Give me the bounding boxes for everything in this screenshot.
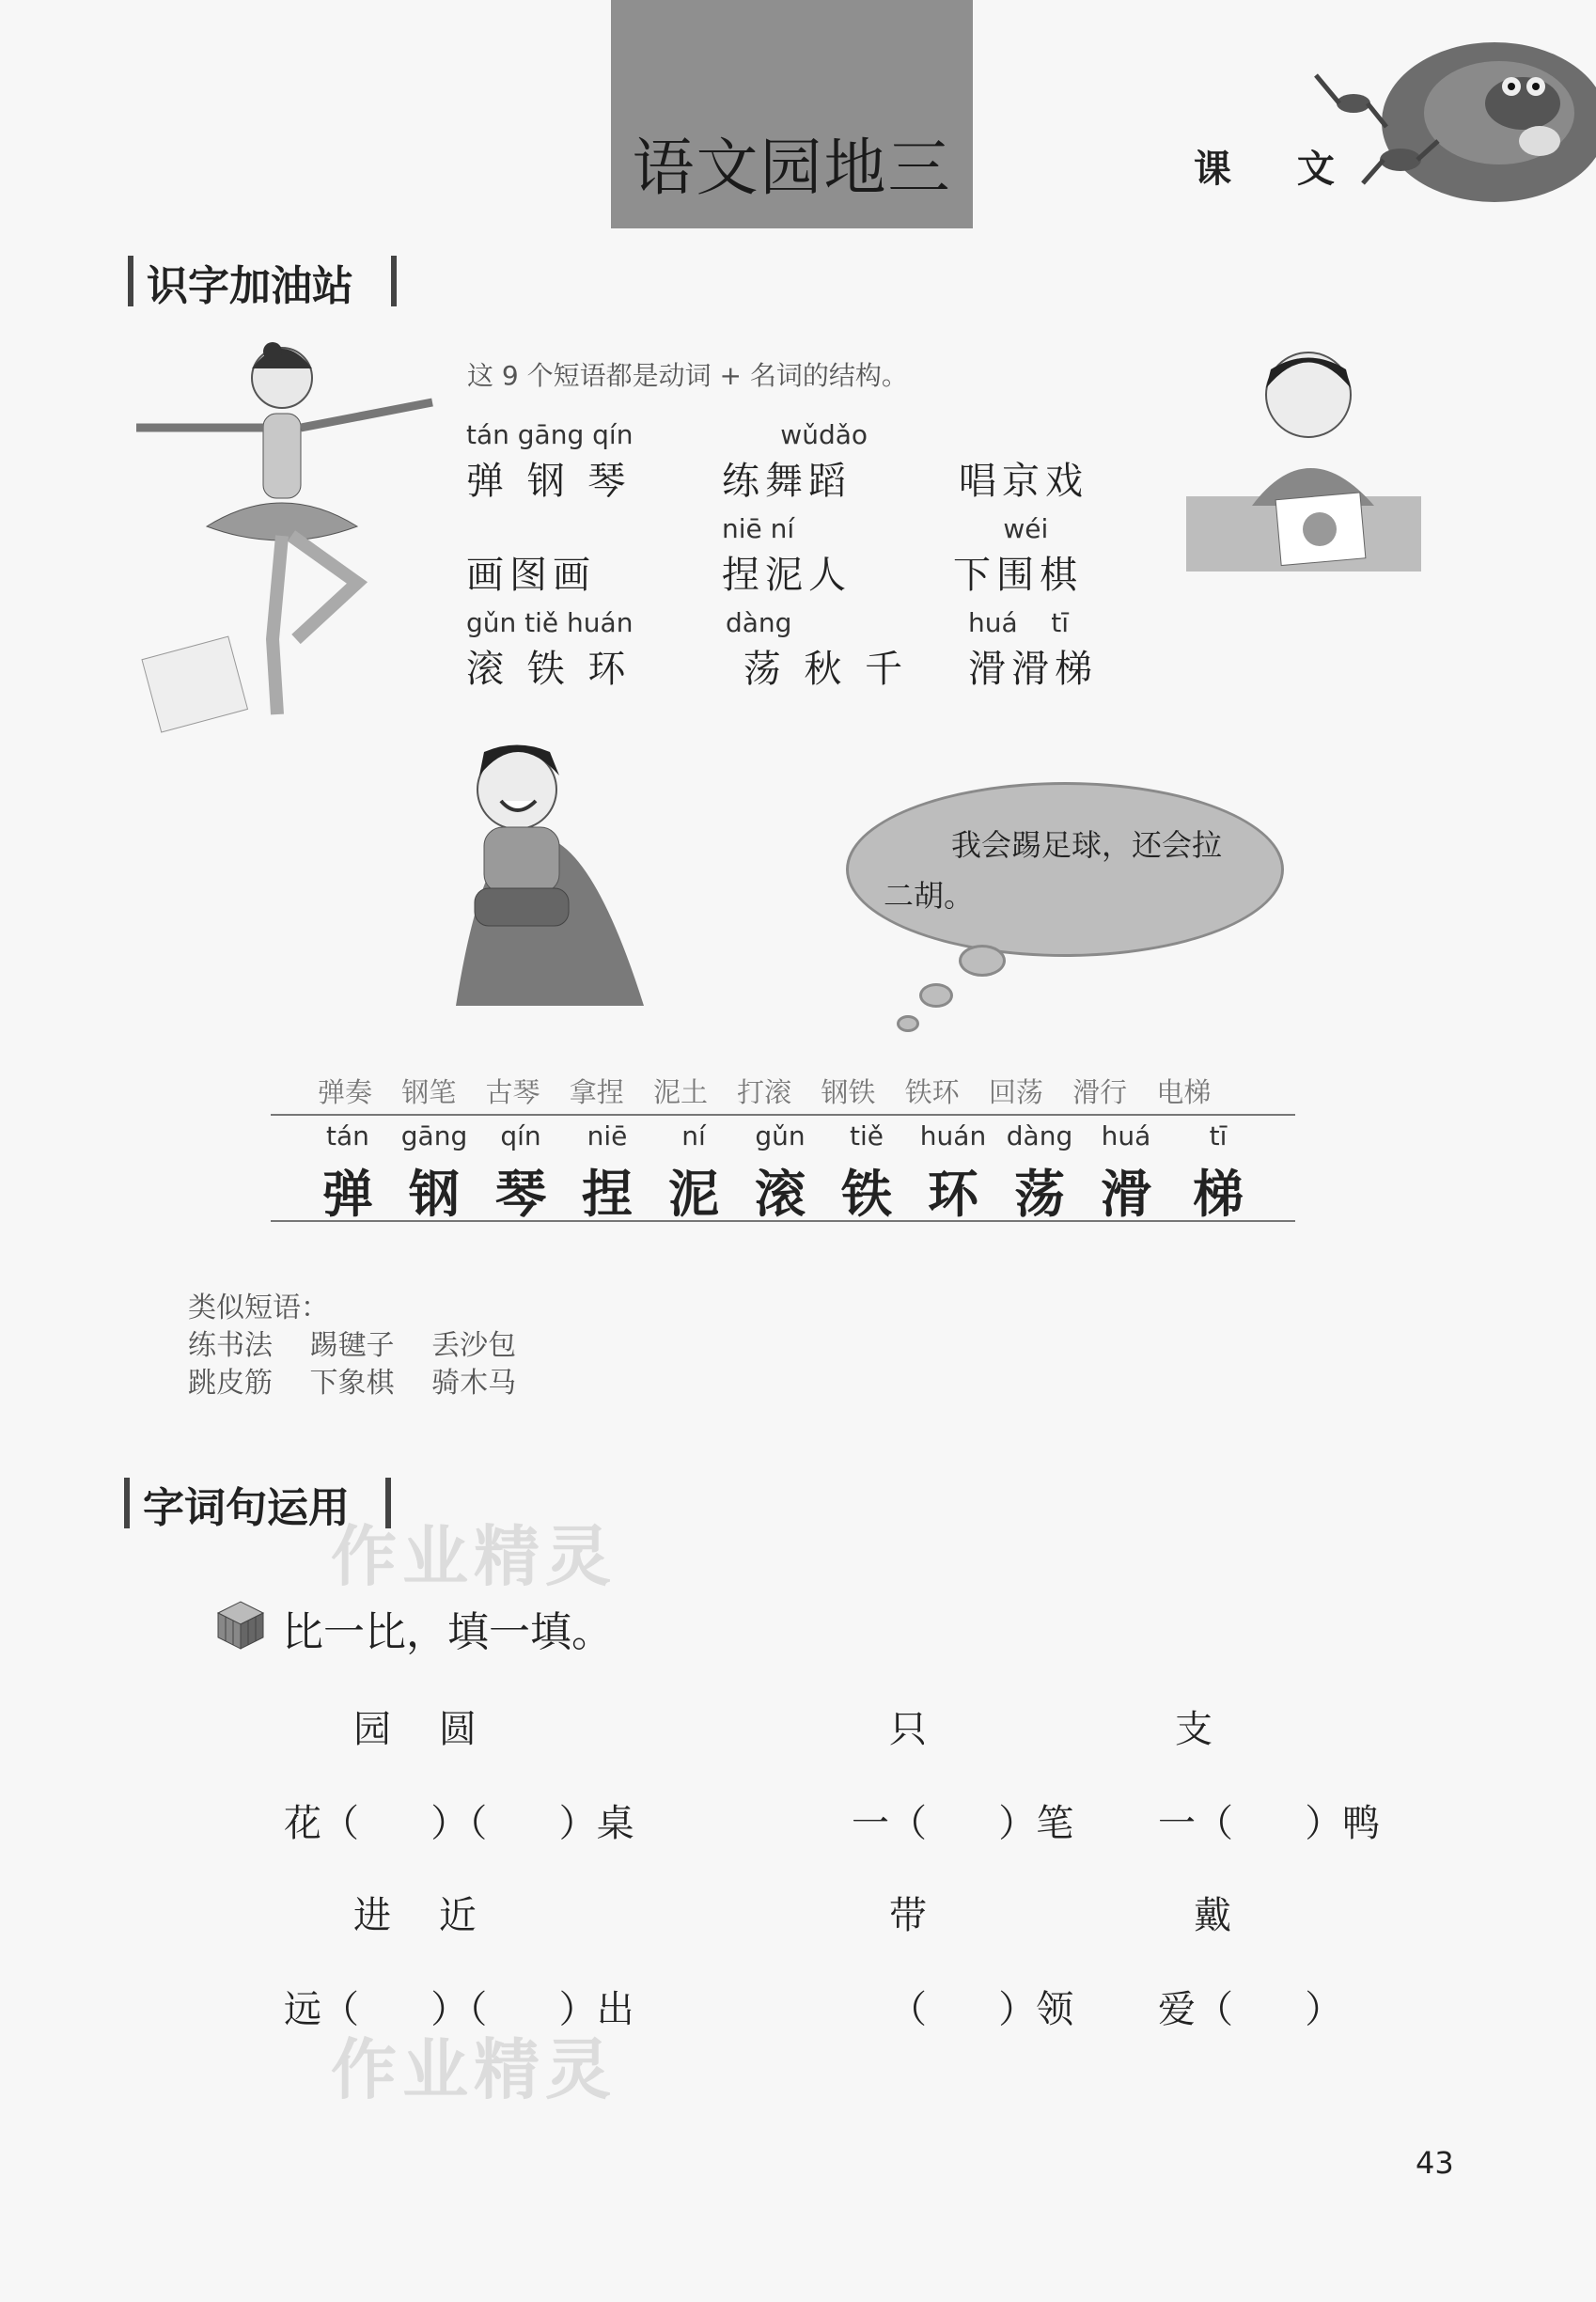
char-cell	[564, 1120, 650, 1227]
phrase-pinyin: dàng	[726, 607, 792, 638]
similar-row	[188, 1365, 544, 1402]
char-pinyin: tiě	[850, 1120, 884, 1151]
cube-icon	[214, 1598, 267, 1651]
related-word: 滑行	[1072, 1076, 1128, 1108]
exercise-title: 比一比，填一填。	[282, 1608, 613, 1656]
phrase-item	[726, 607, 951, 693]
exercise-char: 戴	[1194, 1894, 1231, 1937]
boy-drawing-illustration-icon	[1186, 346, 1421, 572]
ballerina-illustration-icon	[132, 338, 442, 771]
char-hanzi: 泥	[668, 1164, 719, 1224]
phrase-pinyin: huá tī	[968, 607, 1070, 638]
char-hanzi: 铁	[841, 1164, 892, 1224]
page-number: 43	[1416, 2145, 1454, 2181]
char-cell	[650, 1120, 737, 1227]
char-cell	[910, 1120, 996, 1227]
frog-decoration-icon	[1297, 38, 1596, 226]
similar-phrase: 丢沙包	[431, 1329, 517, 1362]
boy-slide-illustration-icon	[428, 733, 644, 1006]
phrase-pinyin	[959, 419, 1184, 451]
phrase-hanzi: 滚 铁 环	[466, 648, 632, 691]
phrase-pinyin: tán gāng qín	[466, 419, 634, 450]
char-hanzi: 弹	[322, 1164, 373, 1224]
char-hanzi: 梯	[1193, 1164, 1244, 1224]
phrase-hanzi: 荡 秋 千	[726, 648, 909, 691]
section-heading-1-text: 识字加油站	[147, 262, 353, 310]
char-pinyin: gāng	[400, 1120, 468, 1151]
phrase-hanzi: 唱京戏	[959, 460, 1088, 503]
bubble-dot-icon	[919, 983, 953, 1008]
related-word: 弹奏	[318, 1076, 373, 1108]
exercise-blank-line[interactable]: 一（ ）笔	[852, 1802, 1074, 1845]
exercise-blank-line[interactable]: 一（ ）鸭	[1158, 1802, 1381, 1845]
section-heading-2-text: 字词句运用	[143, 1484, 350, 1532]
char-cell	[737, 1120, 823, 1227]
similar-phrase: 跳皮筋	[188, 1367, 273, 1400]
related-word: 回荡	[988, 1076, 1043, 1108]
phrase-hanzi: 画图画	[466, 554, 596, 597]
char-pinyin: huán	[919, 1120, 987, 1151]
similar-phrase: 踢毽子	[309, 1329, 395, 1362]
phrase-item	[466, 513, 692, 599]
char-cell	[305, 1120, 391, 1227]
bubble-dot-icon	[959, 945, 1006, 977]
exercise-char: 带	[889, 1894, 927, 1937]
watermark: 作业精灵	[331, 1518, 617, 1595]
char-pinyin: gǔn	[755, 1120, 806, 1151]
related-words-line	[318, 1072, 1231, 1110]
related-word: 古琴	[485, 1076, 540, 1108]
char-hanzi: 环	[928, 1164, 978, 1224]
heading-bar-icon	[128, 256, 133, 306]
char-pinyin: ní	[681, 1120, 706, 1151]
related-word: 打滚	[737, 1076, 792, 1108]
related-word: 钢铁	[821, 1076, 876, 1108]
header-tag: 课 文	[1194, 147, 1361, 191]
char-pinyin: tán	[326, 1120, 369, 1151]
phrase-hanzi: 滑滑梯	[968, 648, 1098, 691]
phrase-pinyin: wǔdǎo	[722, 419, 868, 450]
related-word: 拿捏	[569, 1076, 624, 1108]
exercise-char-pair: 进 近	[353, 1894, 477, 1937]
char-pinyin: huá	[1101, 1120, 1151, 1151]
phrase-item	[722, 419, 947, 505]
phrase-hanzi: 练舞蹈	[722, 460, 852, 503]
char-hanzi: 荡	[1014, 1164, 1065, 1224]
exercise-blank-line[interactable]: （ ）领	[889, 1988, 1074, 2031]
exercise-blank-line[interactable]: 爱（ ）	[1158, 1988, 1343, 2031]
phrase-item	[968, 607, 1194, 693]
phrase-pinyin: niē ní	[722, 513, 795, 544]
phrase-hanzi: 捏泥人	[722, 554, 852, 597]
phrase-hanzi: 弹 钢 琴	[466, 460, 632, 503]
char-cell	[477, 1120, 564, 1227]
similar-label: 类似短语：	[188, 1292, 329, 1324]
similar-phrase: 下象棋	[309, 1367, 395, 1400]
similar-phrase: 骑木马	[431, 1367, 517, 1400]
phrase-pinyin	[466, 513, 692, 545]
char-pinyin: dàng	[1006, 1120, 1073, 1151]
phrase-hanzi: 下围棋	[953, 554, 1083, 597]
exercise-char: 只	[889, 1708, 927, 1751]
char-pinyin: qín	[500, 1120, 541, 1151]
related-word: 铁环	[904, 1076, 960, 1108]
char-pinyin: tī	[1209, 1120, 1228, 1151]
similar-phrases	[188, 1290, 544, 1402]
exercise-blank-line[interactable]: 花（ ）（ ）桌	[284, 1802, 634, 1845]
phrase-item	[722, 513, 947, 599]
phrase-item	[466, 607, 692, 693]
similar-phrase: 练书法	[188, 1329, 273, 1362]
char-cell	[1175, 1120, 1261, 1227]
char-cell	[391, 1120, 477, 1227]
char-hanzi: 捏	[582, 1164, 633, 1224]
char-hanzi: 琴	[495, 1164, 546, 1224]
exercise-char: 支	[1175, 1708, 1213, 1751]
bubble-dot-icon	[897, 1015, 919, 1032]
related-word: 钢笔	[401, 1076, 457, 1108]
heading-bar-icon	[391, 256, 397, 306]
phrase-note: 这 9 个短语都是动词 + 名词的结构。	[467, 360, 908, 391]
phrase-pinyin: gǔn tiě huán	[466, 607, 634, 638]
phrase-item	[466, 419, 692, 505]
watermark: 作业精灵	[331, 2031, 617, 2108]
related-word: 电梯	[1156, 1076, 1212, 1108]
char-hanzi: 滚	[755, 1164, 806, 1224]
phrase-pinyin: wéi	[953, 513, 1049, 544]
similar-row	[188, 1327, 544, 1365]
phrase-item	[953, 513, 1179, 599]
char-pinyin: niē	[587, 1120, 628, 1151]
char-cell	[1083, 1120, 1169, 1227]
related-word: 泥土	[652, 1076, 708, 1108]
char-hanzi: 钢	[409, 1164, 460, 1224]
char-hanzi: 滑	[1101, 1164, 1151, 1224]
phrase-item	[959, 419, 1184, 505]
exercise-blank-line[interactable]: 远（ ）（ ）出	[284, 1988, 634, 2031]
char-cell	[996, 1120, 1083, 1227]
divider-top	[271, 1114, 1295, 1116]
char-cell	[823, 1120, 910, 1227]
page-title: 语文园地三	[632, 132, 952, 204]
heading-bar-icon	[124, 1478, 130, 1528]
thought-bubble-text: 我会踢足球，还会拉二胡。	[884, 827, 1223, 914]
exercise-char-pair: 园 圆	[353, 1708, 477, 1751]
